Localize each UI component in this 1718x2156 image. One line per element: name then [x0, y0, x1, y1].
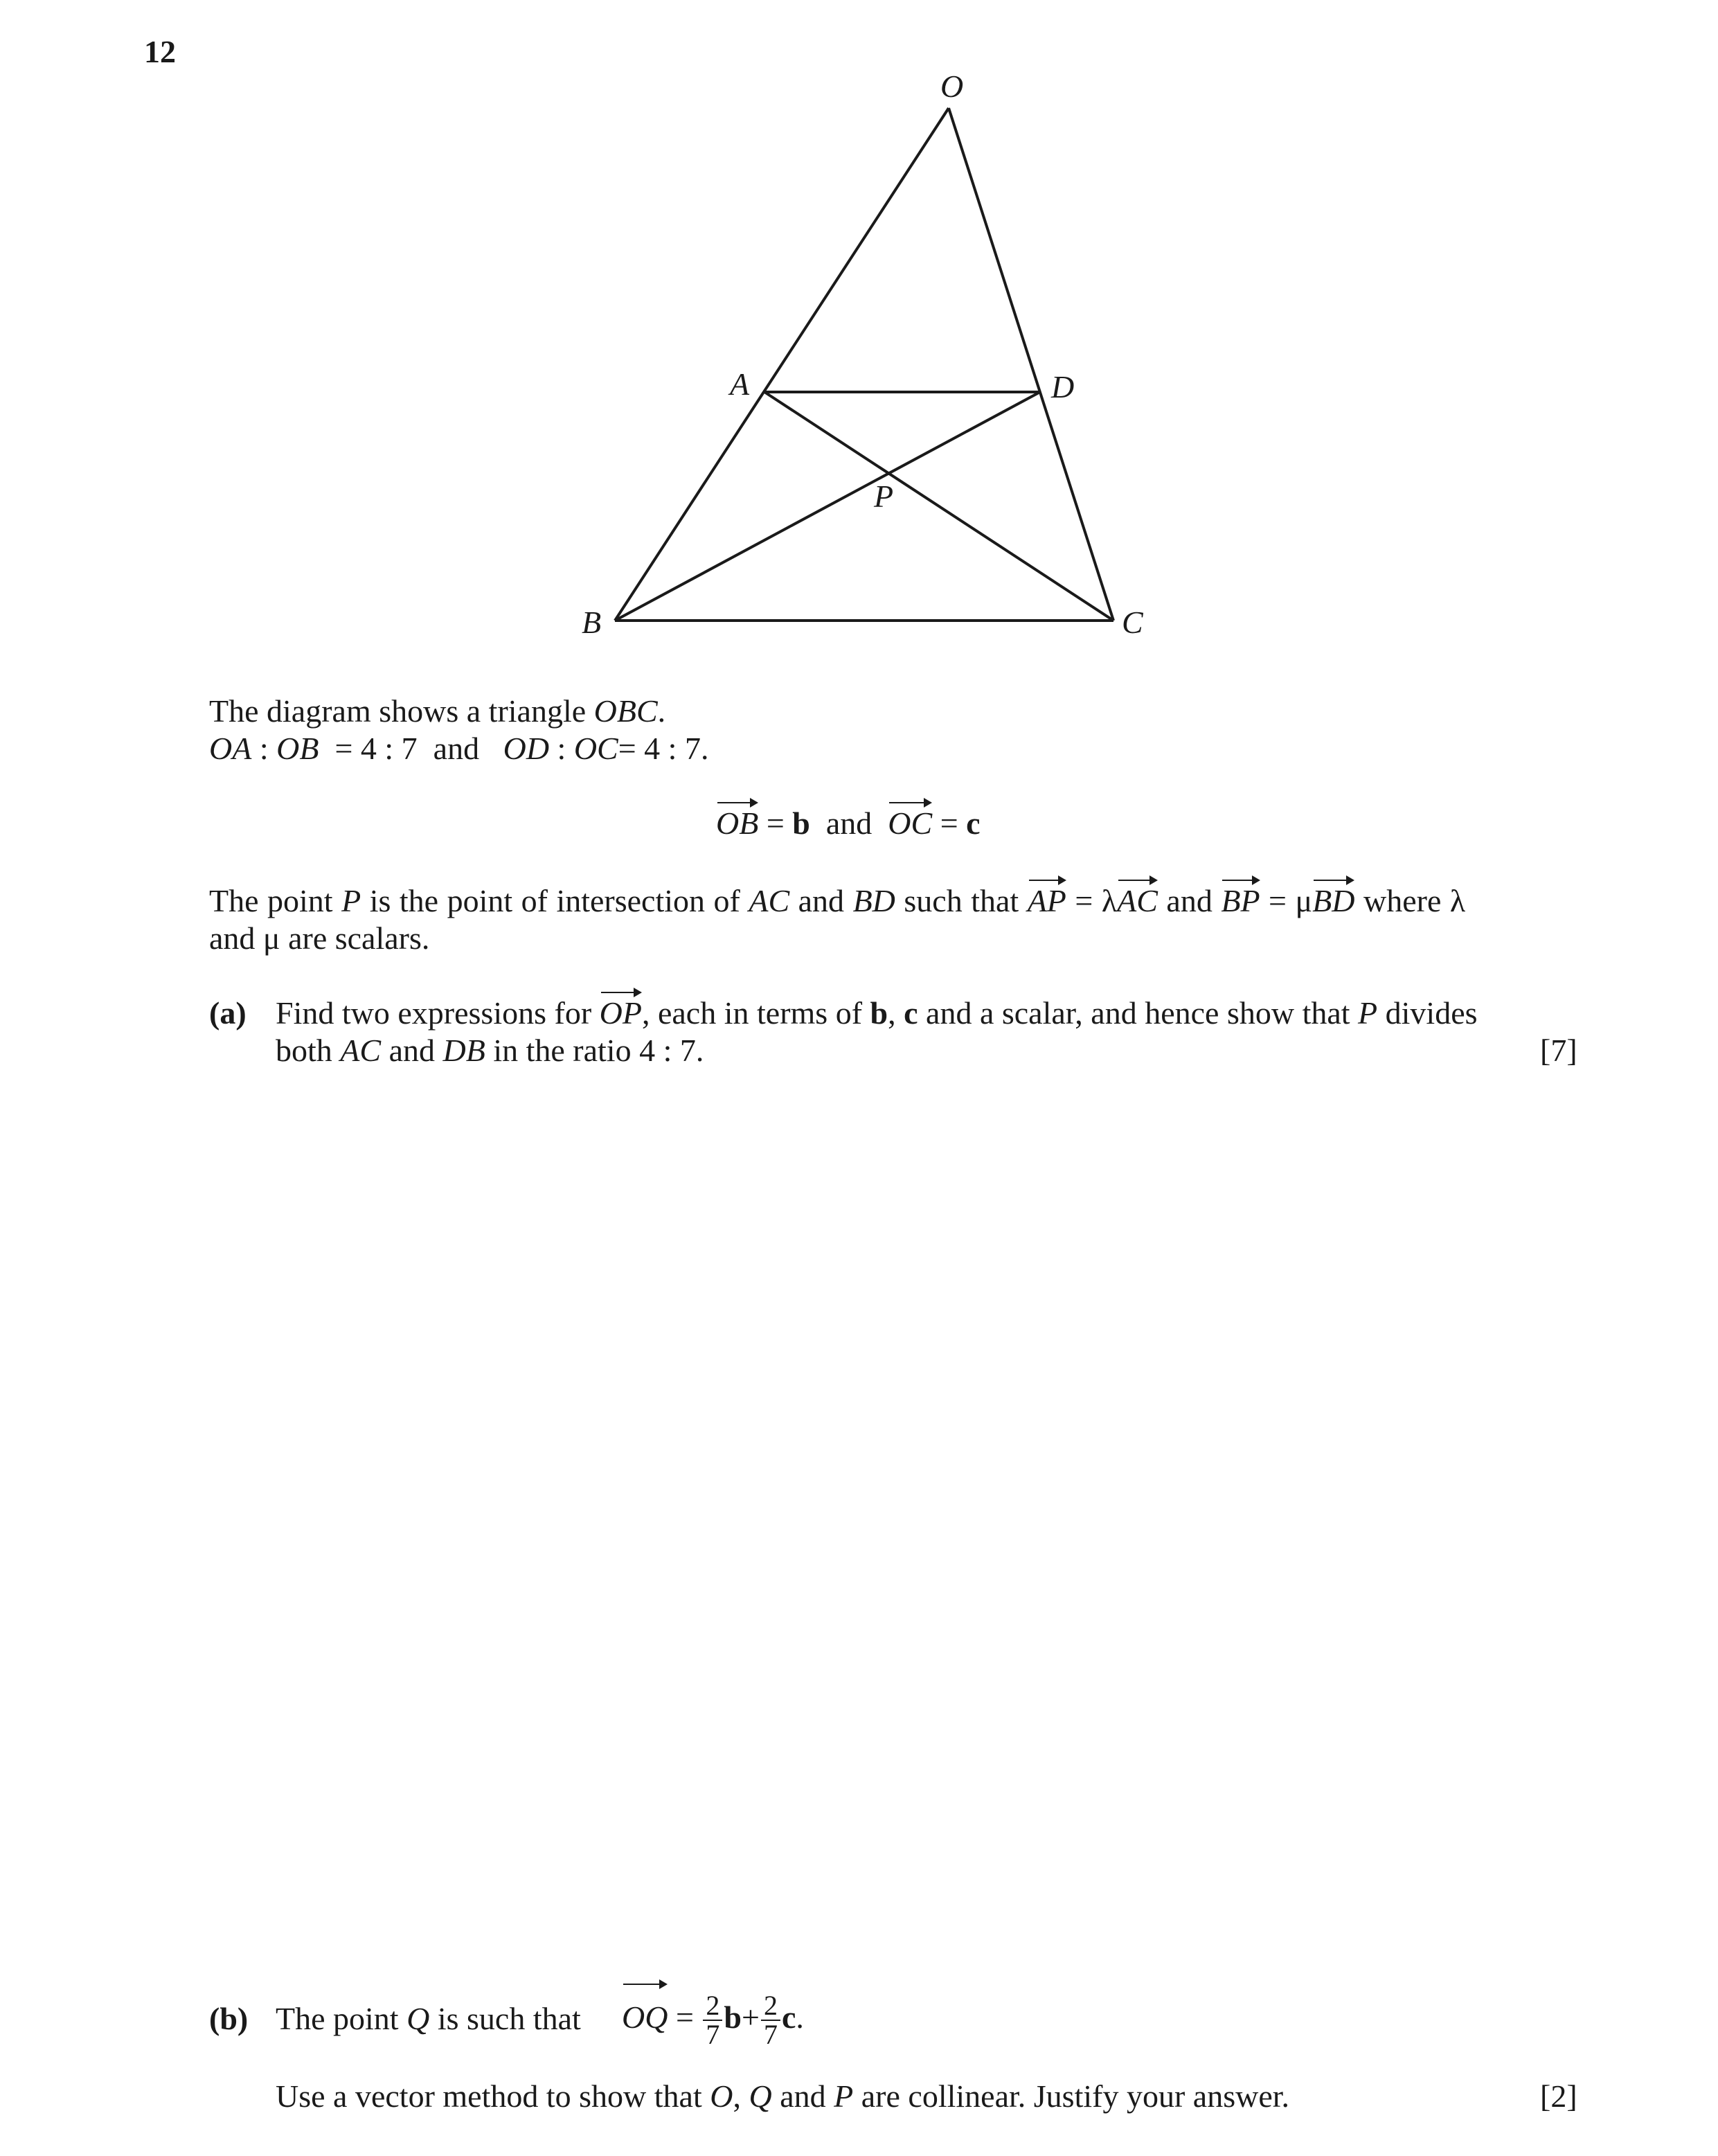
- line-AC: AC: [340, 1033, 382, 1068]
- intro-period: .: [657, 693, 666, 729]
- vector-arrow-icon: [1117, 875, 1158, 885]
- part-a-comma: ,: [888, 995, 904, 1031]
- vector-AC-label: AC: [1117, 883, 1158, 918]
- edge-OB: [615, 108, 949, 621]
- fraction-numerator: 2: [703, 1992, 722, 2021]
- intro-text: The diagram shows a triangle: [209, 693, 594, 729]
- equals: =: [758, 805, 793, 841]
- part-b-marks: [2]: [1540, 2078, 1577, 2114]
- fraction-numerator: 2: [761, 1992, 780, 2021]
- page-number: 12: [144, 34, 176, 69]
- vector-BD-label: BD: [1312, 883, 1355, 918]
- part-b-comma: ,: [733, 2078, 749, 2114]
- fraction-2-7: [703, 1992, 722, 2049]
- label-D: D: [1051, 369, 1075, 404]
- vector-OQ-label: OQ: [622, 1999, 668, 2035]
- label-C: C: [1122, 605, 1143, 640]
- part-a-text: divides: [1377, 995, 1478, 1031]
- fraction-denominator: 7: [763, 2019, 778, 2051]
- label-B: B: [582, 605, 602, 640]
- fraction-2-7: [761, 1992, 780, 2049]
- vector-AP-label: AP: [1027, 883, 1066, 918]
- part-a-text: in the ratio 4 : 7.: [485, 1033, 704, 1068]
- vector-c: c: [781, 1999, 796, 2035]
- label-P: P: [874, 479, 894, 514]
- intro-and: and: [433, 731, 480, 766]
- vector-OB-label: OB: [716, 805, 759, 841]
- part-a-marks: [7]: [1540, 1033, 1577, 1068]
- edge-AC: [764, 392, 1113, 621]
- p-def-text: The point: [209, 883, 342, 918]
- equals: =: [668, 1999, 702, 2035]
- part-a-text: , each in terms of: [641, 995, 870, 1031]
- point-O: O: [710, 2078, 733, 2114]
- triangle-diagram: [0, 0, 1718, 693]
- vector-c: c: [904, 995, 918, 1031]
- part-b-text: are collinear. Justify your answer.: [853, 2078, 1290, 2114]
- fraction-denominator: 7: [706, 2019, 720, 2051]
- part-b-text: is such that: [429, 2001, 581, 2036]
- vector-arrow-icon: [1028, 875, 1066, 885]
- vectors-and: and: [825, 805, 873, 841]
- triangle-name: OBC: [593, 693, 658, 729]
- equals: =: [932, 805, 967, 841]
- vector-OP-label: OP: [599, 995, 642, 1031]
- vector-OC: [888, 805, 932, 842]
- ratio2-value: = 4 : 7.: [618, 731, 709, 766]
- vector-AC: [1117, 882, 1158, 920]
- part-b-line-1: [276, 2000, 581, 2038]
- vector-OB: [716, 805, 758, 842]
- ratio2-b: OC: [573, 731, 618, 766]
- p-def-text: such that: [895, 883, 1028, 918]
- part-a-text: and a scalar, and hence show that: [918, 995, 1359, 1031]
- line-AC: AC: [749, 883, 790, 918]
- p-def-eq-lambda: = λ: [1066, 883, 1118, 918]
- vector-c: c: [966, 805, 981, 841]
- ratio2-a: OD: [503, 731, 550, 766]
- part-b-text: and: [771, 2078, 834, 2114]
- p-def-where: where λ: [1354, 883, 1466, 918]
- vector-arrow-icon: [622, 1979, 668, 1989]
- edge-BD: [615, 392, 1040, 621]
- vector-BP: [1221, 882, 1260, 920]
- point-Q: Q: [749, 2078, 772, 2114]
- vector-b: b: [870, 995, 888, 1031]
- vector-OQ: [622, 1986, 668, 2049]
- point-P: P: [1358, 995, 1378, 1031]
- ratio1-value: = 4 : 7: [334, 731, 418, 766]
- p-definition-line-1: [209, 882, 1465, 920]
- vector-arrow-icon: [600, 988, 642, 997]
- plus-sign: +: [742, 1999, 760, 2035]
- part-a-line-1: [276, 995, 1478, 1032]
- vector-arrow-icon: [1312, 875, 1354, 885]
- p-def-text: and: [1157, 883, 1222, 918]
- vector-BP-label: BP: [1221, 883, 1260, 918]
- vector-AP: [1028, 882, 1066, 920]
- p-definition-line-2: and μ are scalars.: [209, 920, 430, 956]
- point-P: P: [834, 2078, 854, 2114]
- part-a-label: (a): [209, 995, 247, 1031]
- p-def-text: and: [789, 883, 853, 918]
- ratio1-a: OA: [209, 731, 252, 766]
- part-b-label: (b): [209, 2001, 249, 2036]
- part-a-line-2: [276, 1032, 704, 1069]
- vector-b: b: [792, 805, 810, 841]
- label-A: A: [730, 366, 750, 402]
- part-a-text: Find two expressions for: [276, 995, 600, 1031]
- p-def-text: is the point of intersection of: [361, 883, 749, 918]
- part-a-text: both: [276, 1033, 341, 1068]
- intro-line-2: OA : OB = 4 : 7 and OD : OC= 4 : 7.: [209, 731, 709, 766]
- vector-OC-label: OC: [888, 805, 933, 841]
- vector-arrow-icon: [716, 798, 758, 808]
- period: .: [796, 1999, 804, 2035]
- part-b-text: The point: [276, 2001, 407, 2036]
- oq-expression: [622, 1986, 804, 2049]
- line-DB: DB: [442, 1033, 485, 1068]
- line-BD: BD: [852, 883, 895, 918]
- edge-OC: [949, 108, 1113, 621]
- vector-BD: [1312, 882, 1354, 920]
- intro-line-1: [209, 693, 665, 730]
- vector-definitions: [716, 805, 981, 842]
- label-O: O: [940, 69, 964, 104]
- vector-OP: [600, 995, 642, 1032]
- vector-arrow-icon: [888, 798, 932, 808]
- part-a-text: and: [381, 1033, 443, 1068]
- ratio1-b: OB: [276, 731, 319, 766]
- part-b-text: Use a vector method to show that: [276, 2078, 710, 2114]
- point-P: P: [341, 883, 361, 918]
- vector-arrow-icon: [1221, 875, 1260, 885]
- part-b-line-2: [276, 2078, 1289, 2115]
- point-Q: Q: [406, 2001, 430, 2036]
- p-def-eq-mu: = μ: [1260, 883, 1313, 918]
- vector-b: b: [724, 1999, 742, 2035]
